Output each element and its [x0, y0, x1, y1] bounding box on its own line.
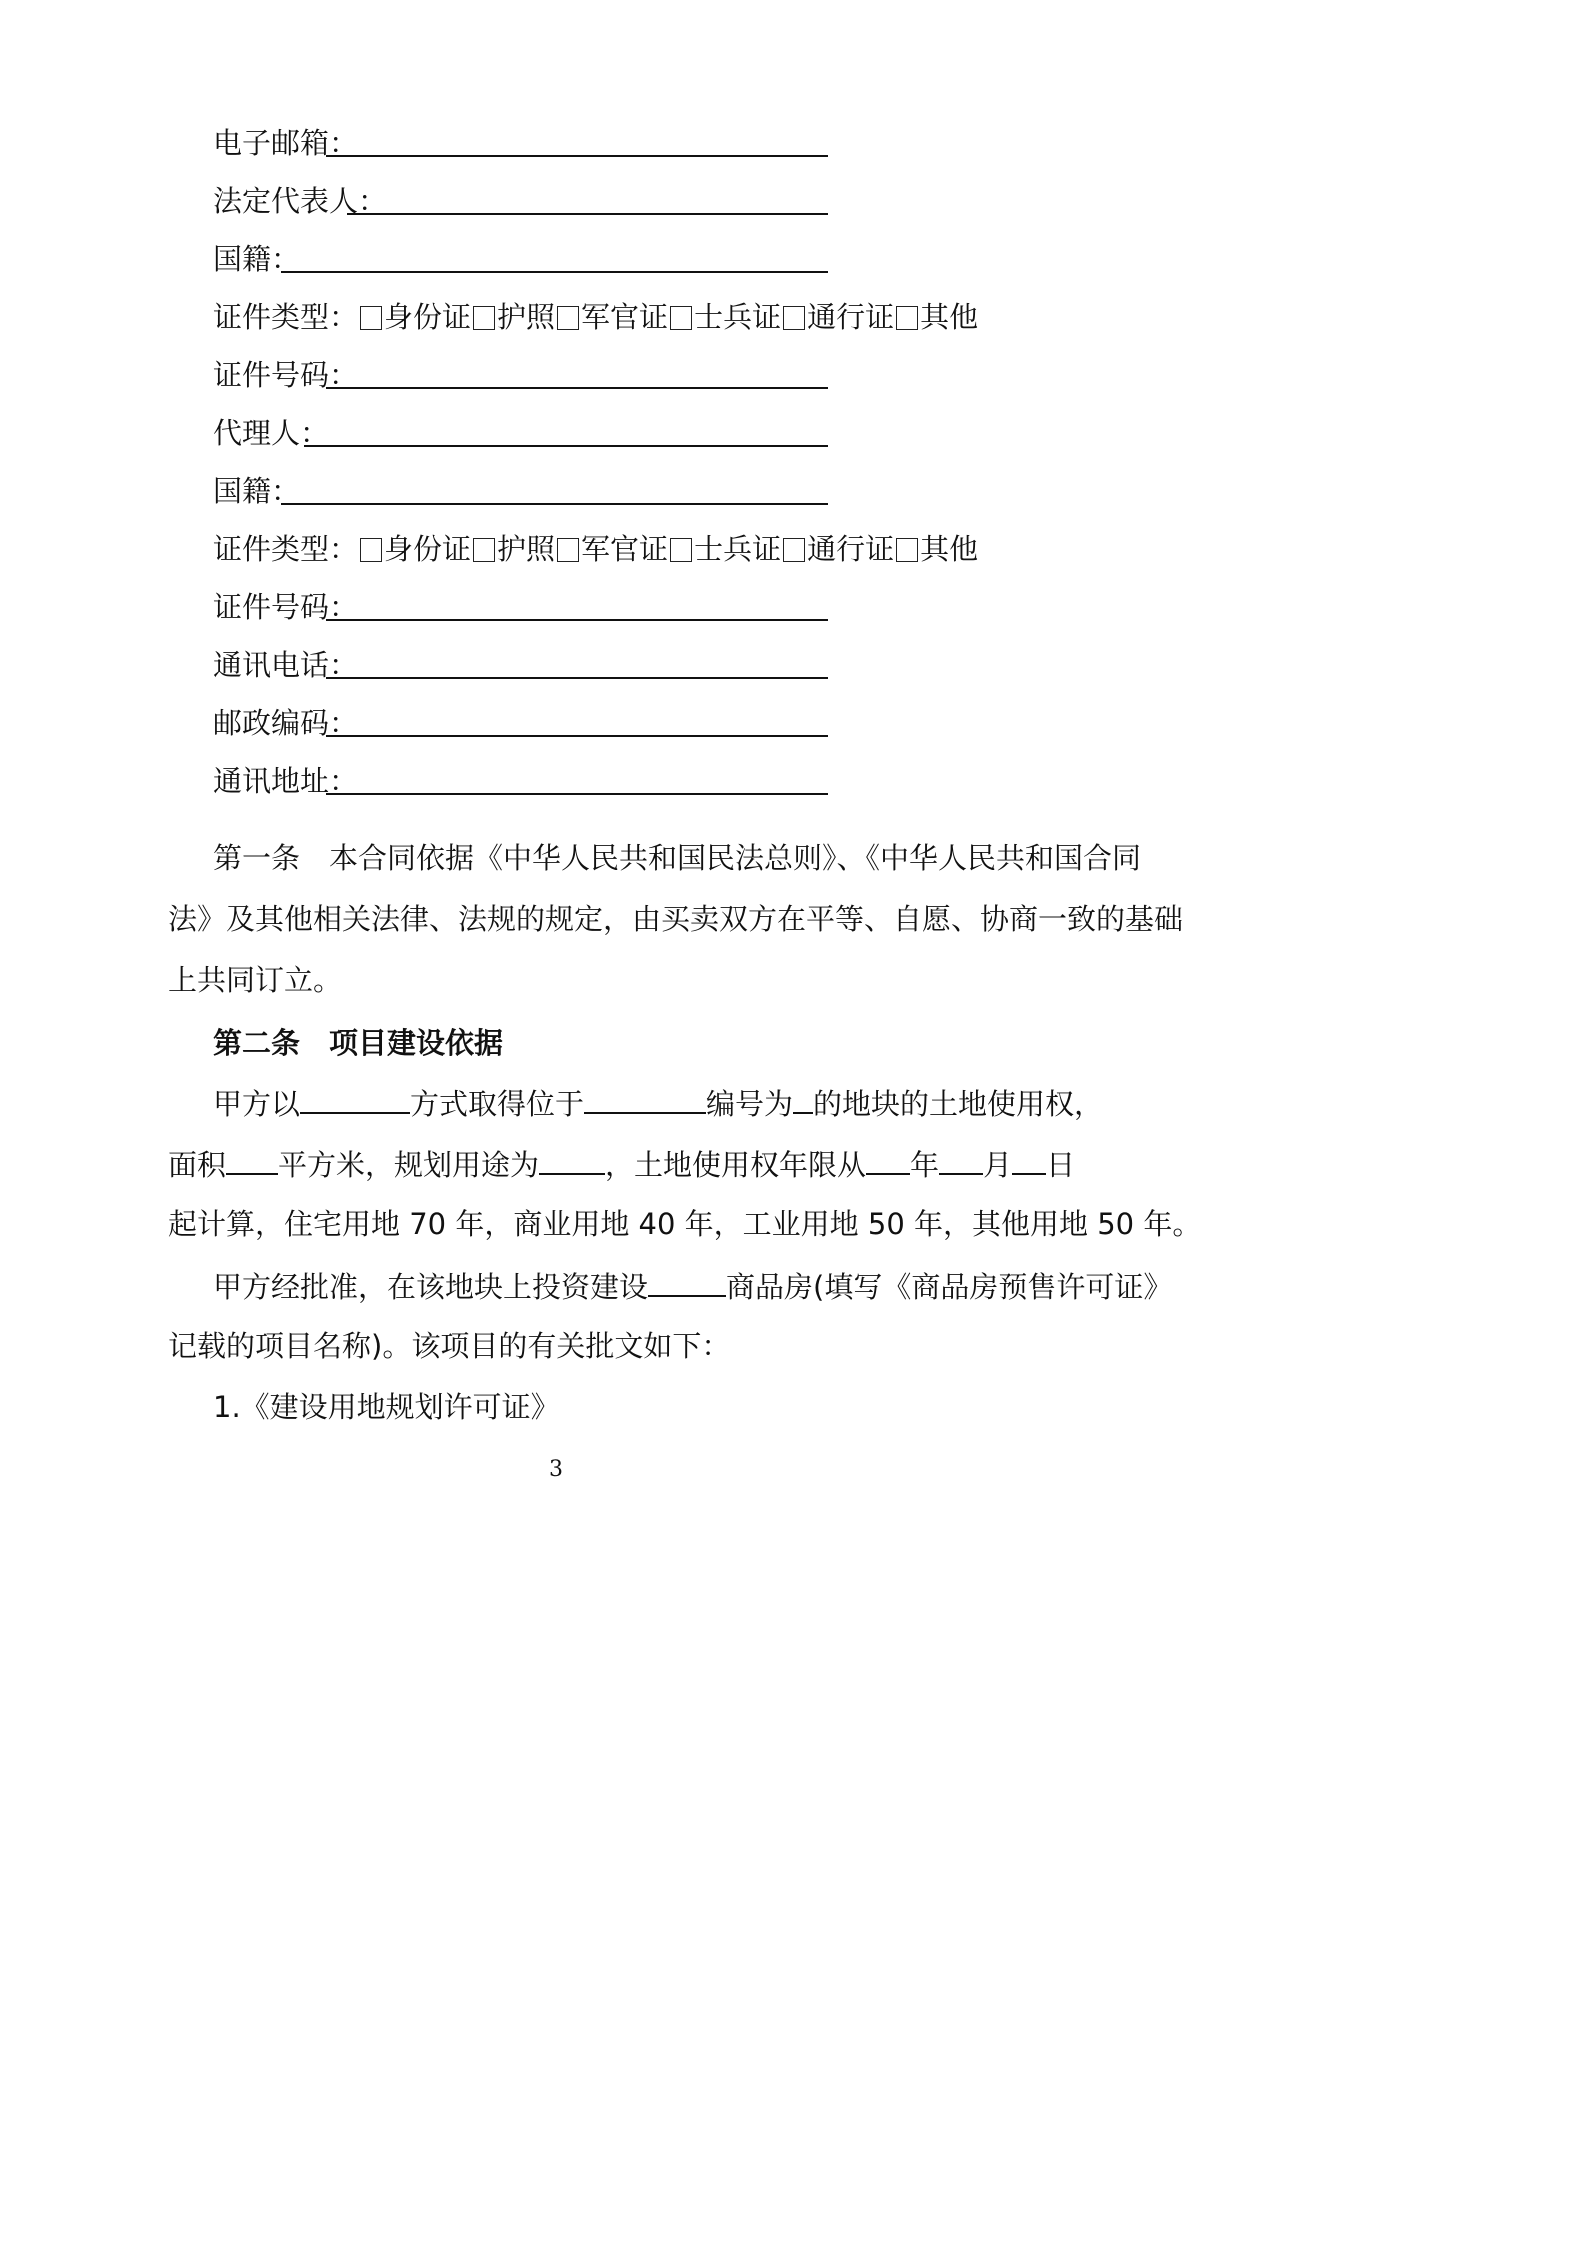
officer-card-checkbox[interactable]	[557, 306, 579, 330]
text-segment: 商品房(填写《商品房预售许可证》	[726, 1270, 1173, 1304]
project-approvals-line: 记载的项目名称)。该项目的有关批文如下：	[168, 1329, 731, 1363]
project-name-blank[interactable]	[648, 1265, 726, 1297]
id-card-checkbox[interactable]	[360, 306, 382, 330]
text-segment: 方式取得位于	[410, 1087, 585, 1121]
article-1-line-3: 上共同订立。	[168, 963, 343, 997]
agent-field[interactable]	[304, 445, 828, 447]
location-blank[interactable]	[584, 1082, 706, 1114]
soldier-card-checkbox[interactable]	[670, 306, 692, 330]
text-segment: 编号为	[706, 1087, 794, 1121]
email-field[interactable]	[326, 155, 828, 157]
agent-travel-permit-checkbox[interactable]	[783, 538, 805, 562]
postal-code-field[interactable]	[326, 735, 828, 737]
text-segment: 的地块的土地使用权，	[813, 1087, 1104, 1121]
id-type-label: 证件类型：	[213, 300, 359, 334]
nationality-field[interactable]	[281, 271, 828, 273]
nationality-label: 国籍：	[213, 242, 301, 276]
legal-representative-field[interactable]	[347, 213, 828, 215]
article-2-heading: 第二条 项目建设依据	[213, 1026, 504, 1060]
address-field[interactable]	[326, 793, 828, 795]
land-term-line: 起计算，住宅用地 70 年，商业用地 40 年，工业用地 50 年，其他用地 50 年。	[168, 1207, 1202, 1241]
agent-soldier-card-option: 士兵证	[694, 532, 782, 566]
soldier-card-option: 士兵证	[694, 300, 782, 334]
text-segment: 月	[983, 1148, 1013, 1182]
agent-nationality-field[interactable]	[281, 503, 828, 505]
land-acquisition-line	[213, 1082, 1103, 1122]
agent-id-card-option: 身份证	[384, 532, 472, 566]
travel-permit-checkbox[interactable]	[783, 306, 805, 330]
text-segment: ，土地使用权年限从	[605, 1148, 867, 1182]
postal-code-label: 邮政编码：	[213, 706, 359, 740]
agent-label: 代理人：	[213, 416, 330, 450]
agent-soldier-card-checkbox[interactable]	[670, 538, 692, 562]
legal-representative-label: 法定代表人：	[213, 184, 388, 218]
text-segment: 平方米，规划用途为	[278, 1148, 540, 1182]
project-line	[213, 1265, 1172, 1305]
travel-permit-option: 通行证	[807, 300, 895, 334]
parcel-number-blank[interactable]	[793, 1082, 813, 1114]
passport-checkbox[interactable]	[473, 306, 495, 330]
agent-officer-card-option: 军官证	[581, 532, 669, 566]
acquisition-method-blank[interactable]	[300, 1082, 410, 1114]
officer-card-option: 军官证	[581, 300, 669, 334]
agent-id-type-label: 证件类型：	[213, 532, 359, 566]
other-checkbox[interactable]	[896, 306, 918, 330]
agent-id-card-checkbox[interactable]	[360, 538, 382, 562]
page-number: 3	[549, 1457, 563, 1482]
article-1-line-2: 法》及其他相关法律、法规的规定，由买卖双方在平等、自愿、协商一致的基础	[168, 902, 1184, 936]
phone-field[interactable]	[326, 677, 828, 679]
start-month-blank[interactable]	[939, 1143, 983, 1175]
agent-id-type-row	[213, 529, 978, 569]
approval-item-1: 1.《建设用地规划许可证》	[213, 1390, 560, 1424]
email-label: 电子邮箱：	[213, 126, 359, 160]
id-type-row	[213, 297, 978, 337]
start-day-blank[interactable]	[1012, 1143, 1046, 1175]
agent-officer-card-checkbox[interactable]	[557, 538, 579, 562]
area-blank[interactable]	[226, 1143, 278, 1175]
text-segment: 年	[910, 1148, 940, 1182]
id-number-field[interactable]	[326, 387, 828, 389]
agent-id-number-label: 证件号码：	[213, 590, 359, 624]
id-card-option: 身份证	[384, 300, 472, 334]
agent-passport-option: 护照	[497, 532, 556, 566]
agent-other-option: 其他	[920, 532, 979, 566]
land-area-line	[168, 1143, 1075, 1183]
id-number-label: 证件号码：	[213, 358, 359, 392]
planned-use-blank[interactable]	[539, 1143, 605, 1175]
agent-travel-permit-option: 通行证	[807, 532, 895, 566]
text-segment: 面积	[168, 1148, 227, 1182]
other-option: 其他	[920, 300, 979, 334]
passport-option: 护照	[497, 300, 556, 334]
agent-passport-checkbox[interactable]	[473, 538, 495, 562]
start-year-blank[interactable]	[866, 1143, 910, 1175]
agent-id-number-field[interactable]	[326, 619, 828, 621]
phone-label: 通讯电话：	[213, 648, 359, 682]
text-segment: 甲方以	[213, 1087, 301, 1121]
text-segment: 日	[1046, 1148, 1076, 1182]
agent-nationality-label: 国籍：	[213, 474, 301, 508]
article-1-line-1: 第一条 本合同依据《中华人民共和国民法总则》、《中华人民共和国合同	[213, 841, 1142, 875]
address-label: 通讯地址：	[213, 764, 359, 798]
agent-other-checkbox[interactable]	[896, 538, 918, 562]
text-segment: 甲方经批准，在该地块上投资建设	[213, 1270, 649, 1304]
